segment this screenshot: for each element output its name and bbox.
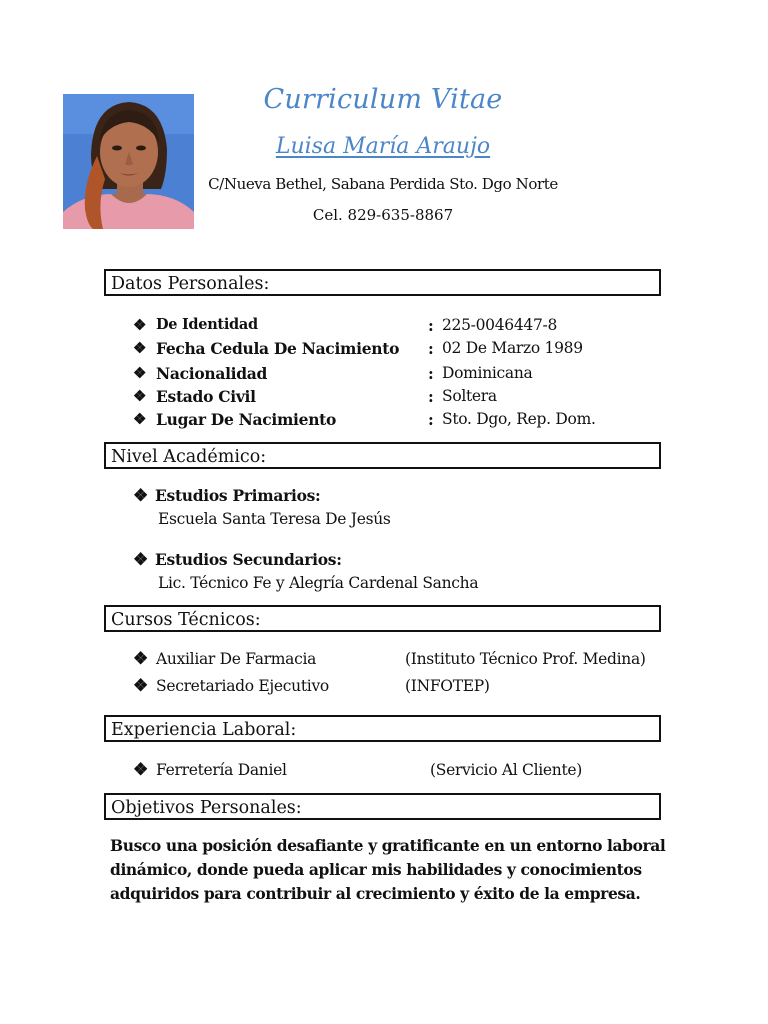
objective-line: Busco una posición desafiante y gratificante en un entorno laboral <box>110 836 666 855</box>
document-title: Curriculum Vitae <box>263 84 503 115</box>
section-title: Cursos Técnicos: <box>111 610 261 630</box>
portrait-image <box>63 94 194 229</box>
entry-label: Estudios Secundarios: <box>155 550 342 569</box>
colon: : <box>428 387 434 406</box>
personal-data-row <box>133 316 673 338</box>
field-label: Nacionalidad <box>156 364 268 383</box>
academic-entry-heading <box>133 550 342 570</box>
phone-number: Cel. 829-635-8867 <box>312 206 454 224</box>
field-label: Lugar De Nacimiento <box>156 410 337 429</box>
academic-entry-heading <box>133 486 320 506</box>
section-academic <box>104 442 661 469</box>
diamond-bullet-icon: ❖ <box>133 364 147 382</box>
personal-data-row <box>133 387 673 409</box>
section-objectives <box>104 793 661 820</box>
company-name: Ferretería Daniel <box>156 761 287 779</box>
address: C/Nueva Bethel, Sabana Perdida Sto. Dgo Norte <box>208 175 558 193</box>
course-name: Secretariado Ejecutivo <box>156 677 329 695</box>
course-institution: (INFOTEP) <box>405 677 490 695</box>
field-label: De Identidad <box>156 316 258 333</box>
field-value: 02 De Marzo 1989 <box>442 339 583 357</box>
course-row <box>133 650 693 672</box>
profile-photo <box>63 94 194 229</box>
diamond-bullet-icon: ❖ <box>133 387 147 405</box>
objective-line: dinámico, donde pueda aplicar mis habilidades y conocimientos <box>110 860 642 879</box>
section-title: Datos Personales: <box>111 274 270 294</box>
colon: : <box>428 316 434 335</box>
personal-data-row <box>133 339 673 361</box>
field-value: 225-0046447-8 <box>442 316 558 334</box>
job-role: (Servicio Al Cliente) <box>430 761 583 779</box>
experience-row <box>133 761 693 783</box>
field-value: Sto. Dgo, Rep. Dom. <box>442 410 596 428</box>
diamond-bullet-icon: ❖ <box>133 339 147 357</box>
candidate-name: Luisa María Araujo <box>275 134 491 159</box>
field-label: Estado Civil <box>156 387 256 406</box>
objective-line: adquiridos para contribuir al crecimiento y éxito de la empresa. <box>110 884 641 903</box>
diamond-bullet-icon: ❖ <box>133 316 147 334</box>
section-title: Objetivos Personales: <box>111 798 302 818</box>
diamond-bullet-icon: ❖ <box>133 486 148 506</box>
course-row <box>133 677 693 699</box>
diamond-bullet-icon: ❖ <box>133 550 148 570</box>
field-value: Soltera <box>442 387 497 405</box>
section-courses <box>104 605 661 632</box>
section-personal-data <box>104 269 661 296</box>
course-institution: (Instituto Técnico Prof. Medina) <box>405 650 646 668</box>
section-experience <box>104 715 661 742</box>
course-name: Auxiliar De Farmacia <box>156 650 317 668</box>
field-value: Dominicana <box>442 364 533 382</box>
diamond-bullet-icon: ❖ <box>133 760 148 780</box>
colon: : <box>428 364 434 383</box>
diamond-bullet-icon: ❖ <box>133 676 148 696</box>
colon: : <box>428 410 434 429</box>
personal-data-row <box>133 364 673 386</box>
colon: : <box>428 339 434 358</box>
diamond-bullet-icon: ❖ <box>133 649 148 669</box>
diamond-bullet-icon: ❖ <box>133 410 147 428</box>
personal-data-row <box>133 410 673 432</box>
objective-paragraph <box>110 834 670 906</box>
academic-entry-detail: Lic. Técnico Fe y Alegría Cardenal Sancha <box>158 574 479 592</box>
field-label: Fecha Cedula De Nacimiento <box>156 339 400 358</box>
section-title: Experiencia Laboral: <box>111 720 297 740</box>
section-title: Nivel Académico: <box>111 447 267 467</box>
academic-entry-detail: Escuela Santa Teresa De Jesús <box>158 510 391 528</box>
entry-label: Estudios Primarios: <box>155 486 321 505</box>
